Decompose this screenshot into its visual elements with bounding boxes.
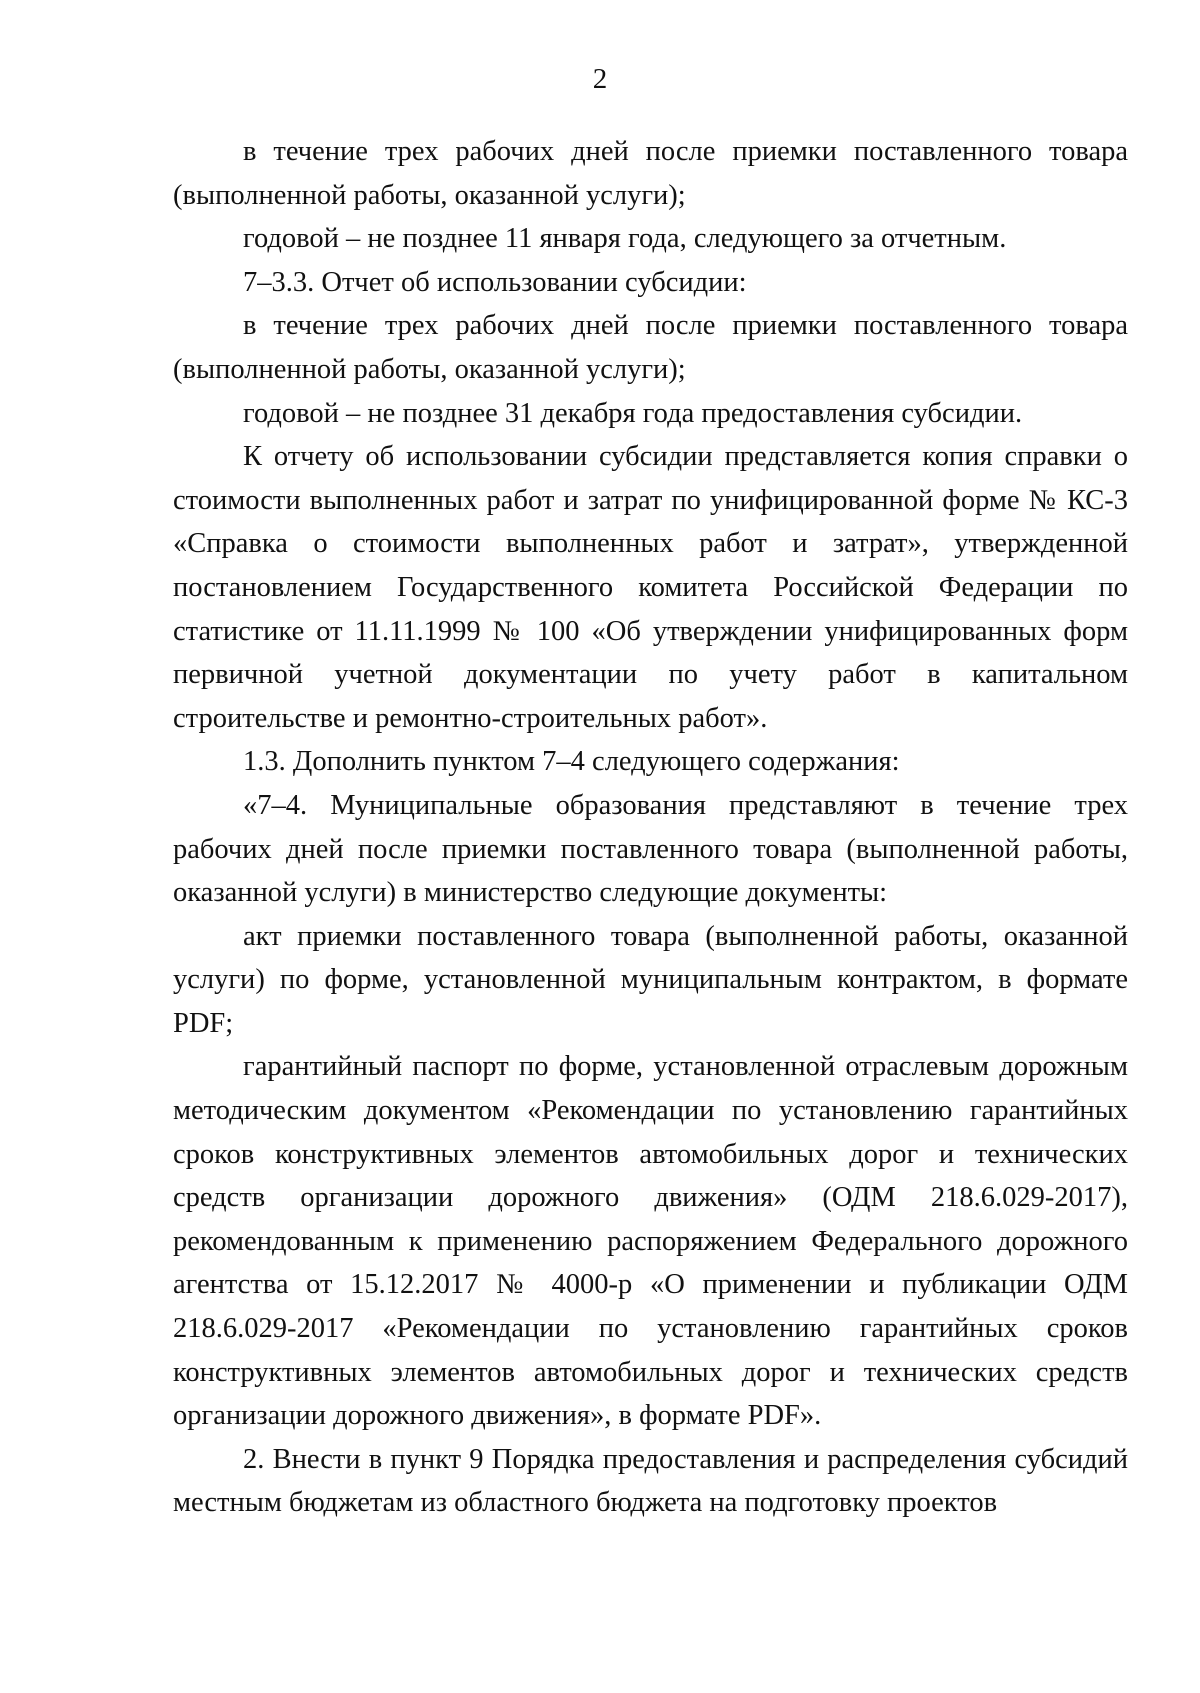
paragraph-9: акт приемки поставленного товара (выполненной работы, оказанной услуги) по форме, установленной муниципальным контрактом, в формате PDF; [173, 920, 1128, 1039]
page-number: 2 [592, 63, 608, 95]
paragraph-1: в течение трех рабочих дней после приемки поставленного товара (выполненной работы, оказанной услуги); [173, 136, 1128, 211]
paragraph-7: 1.3. Дополнить пунктом 7–4 следующего содержания: [243, 746, 900, 778]
paragraph-3: 7–3.3. Отчет об использовании субсидии: [243, 266, 747, 298]
document-body [173, 130, 1128, 1525]
paragraph-2: годовой – не позднее 11 января года, следующего за отчетным. [243, 223, 1007, 255]
paragraph-6: К отчету об использовании субсидии представляется копия справки о стоимости выполненных работ и затрат по унифицированной форме № КС-3 «Справка о стоимости выполненных работ и затрат», утвержденной постановлением Государственного комитета Российской Федерации по статистике от 11.11.1999 № 100 «Об утверждении унифицированных форм первичной учетной документации по учету работ в капитальном строительстве и ремонтно-строительных работ». [173, 441, 1128, 734]
paragraph-10: гарантийный паспорт по форме, установленной отраслевым дорожным методическим документом «Рекомендации по установлению гарантийных сроков конструктивных элементов автомобильных дорог и технических средств организации дорожного движения» (ОДМ 218.6.029-2017), рекомендованным к применению распоряжением Федерального дорожного агентства от 15.12.2017 № 4000-р «О применении и публикации ОДМ 218.6.029-2017 «Рекомендации по установлению гарантийных сроков конструктивных элементов автомобильных дорог и технических средств организации дорожного движения», в формате PDF». [173, 1051, 1128, 1432]
paragraph-5: годовой – не позднее 31 декабря года предоставления субсидии. [243, 397, 1023, 429]
paragraph-11: 2. Внести в пункт 9 Порядка предоставления и распределения субсидий местным бюджетам из областного бюджета на подготовку проектов [173, 1443, 1128, 1519]
paragraph-4: в течение трех рабочих дней после приемки поставленного товара (выполненной работы, оказанной услуги); [173, 310, 1128, 385]
paragraph-8: «7–4. Муниципальные образования представляют в течение трех рабочих дней после приемки поставленного товара (выполненной работы, оказанной услуги) в министерство следующие документы: [173, 789, 1128, 909]
